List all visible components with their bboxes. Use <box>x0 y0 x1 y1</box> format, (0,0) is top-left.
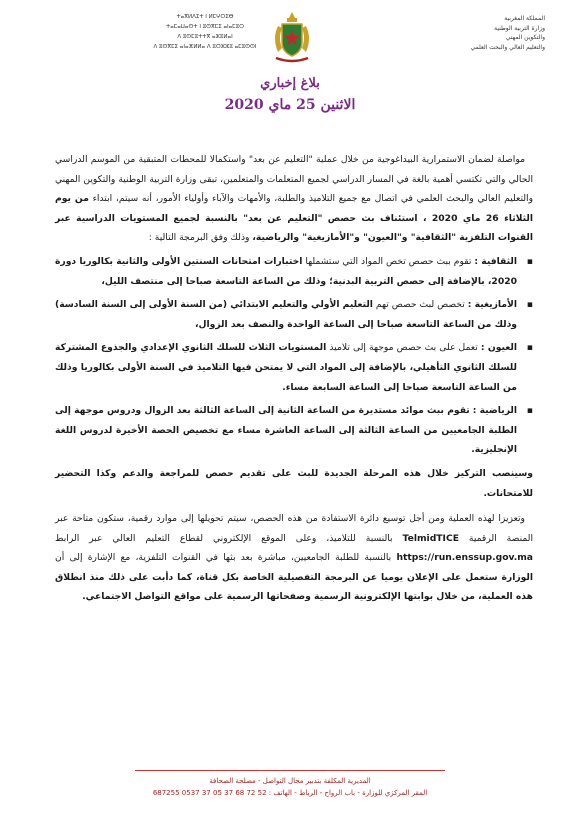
bullet-icon: ▪ <box>526 299 533 311</box>
intro-tail: وذلك وفق البرمجة التالية : <box>148 232 250 244</box>
channel-item-thaqafia <box>55 252 533 291</box>
letterhead-line: المملكة المغربية <box>504 15 545 22</box>
letterhead <box>0 0 580 70</box>
channel-detail: تقوم ببث موائد مستديرة من الساعة الثانية إلى الساعة الثالثة بعد الزوال ودروس موجهة إلى الطلبة الجامعيين من الساعة الثالثة إلى الساعة العاشرة مساء مع تخصيص الحصة الأخيرة لدروس اللغة الإنجليزية. <box>55 405 517 456</box>
intro-schedule-bold: من يوم الثلاثاء 26 ماي 2020 ، استئناف بث حصص "التعليم عن بعد" بالنسبة لجميع المستويات الدراسية عبر القنوات التلفزية "الثقافية" و"العيون" و"الأمازيغية" والرياضية، <box>55 193 533 244</box>
footer-address: المقر المركزي للوزارة - باب الرواح - الرباط - الهاتف : 52 72 68 37 05 37 0537 687255 <box>152 789 428 797</box>
resources-text-d: إلى أن <box>55 552 83 564</box>
letterhead-line: ⴷ ⵓⵙⴳⵎⵉ ⴰⵏⴰⴼⵍⵍⴰ ⴷ ⵓⵔⵣⵣⵓ ⴰⵎⵓⵙⵙⵏ <box>153 44 257 50</box>
letterhead-line: ⵜⴰⴳⵍⴷⵉⵜ ⵏ ⵍⵎⵖⵔⵉⴱ <box>176 14 234 20</box>
document-title: بلاغ إخباري <box>260 76 320 91</box>
document-date: الاثنين 25 ماي 2020 <box>224 97 356 113</box>
bullet-icon: ▪ <box>526 342 533 354</box>
channel-item-riyadia <box>55 401 533 460</box>
letterhead-line: والتعليم العالي والبحث العلمي <box>470 43 545 51</box>
resources-paragraph <box>55 509 533 607</box>
intro-text: مواصلة لضمان الاستمرارية البيداغوجية من خلال عملية "التعليم عن بعد" واستكمالا للمحطات المتبقية من الموسم الدراسي الحالي والتي تكتسي أهمية بالغة في المسار الدراسي لجميع المتعلمات والمتعلمين، تبقى وزارة التربية الوطنية والتكوين المهني والتعليم العالي والبحث العلمي في اتصال مع جميع التلاميذ والطلبة، والأمهات والآباء وأولياء الأمور، أنه سيتم، <box>55 154 534 205</box>
channel-text: تخصص لبث حصص تهم <box>375 299 465 311</box>
channel-item-laayoune <box>55 338 533 397</box>
bullet-icon: ▪ <box>526 255 533 267</box>
letterhead-line: وزارة التربية الوطنية <box>494 24 545 32</box>
letterhead-tifinagh <box>150 12 260 52</box>
footer-department: المديرية المكلفة بتدبير مجال التواصل - مصلحة الصحافة <box>209 777 371 785</box>
channel-label: العيون : <box>480 342 518 354</box>
resources-text-a: وتعزيزا لهذه العملية ومن أجل توسيع دائرة الاستفادة من هذه الحصص، سيتم تحويلها إلى موارد رقمية، ستكون متاحة عبر المنصة الرقمية <box>55 513 534 544</box>
enssup-link[interactable]: https://run.enssup.gov.ma <box>396 552 534 564</box>
channel-detail: التعليم الأولي والتعليم الابتدائي (من السنة الأولى إلى السنة السادسة) وذلك من الساعة التاسعة صباحا إلى الساعة الواحدة والنصف بعد الزوال، <box>55 299 517 330</box>
letterhead-line: ⵜⴰⵎⴰⵡⴰⵙⵜ ⵏ ⵓⵙⴳⵎⵉ ⴰⵏⴰⵎⵓⵔ <box>166 24 244 30</box>
announcement-bold: الوزارة ستعمل على الإعلان يوميا عن البرمجة التفصيلية الخاصة بكل قناة، كما دأبت على ذلك منذ انطلاق هذه العملية، من خلال بوابتها الإلكترونية الرسمية وصفحاتها الرسمية على مواقع التواصل الاجتماعي. <box>55 571 533 603</box>
channel-detail: اختبارات امتحانات السنتين الأولى والثانية بكالوريا دورة 2020، بالإضافة إلى حصص التربية البدنية؛ وذلك من الساعة التاسعة صباحا إلى منتصف الليل، <box>55 255 517 287</box>
footer-divider <box>135 770 445 771</box>
footer <box>0 770 580 799</box>
platform-name: TelmidTICE <box>402 532 459 544</box>
channel-label: الأمازيغية : <box>467 299 517 311</box>
intro-start: ابتداء <box>92 193 113 205</box>
channel-label: الرياضية : <box>472 405 518 417</box>
bullet-icon: ▪ <box>526 405 533 417</box>
intro-paragraph <box>55 150 533 248</box>
coat-of-arms-icon <box>268 8 316 66</box>
channel-item-amazighia <box>55 295 533 334</box>
letterhead-line: والتكوين المهني <box>505 34 545 41</box>
channel-text: تعمل على بث حصص موجهة إلى تلاميذ <box>329 342 478 354</box>
channel-text: تقوم ببث حصص تخص المواد التي ستشملها <box>305 255 472 267</box>
channel-detail: المستويات الثلاث للسلك الثانوي الإعدادي والجذوع المشتركة للسلك الثانوي التأهيلي، بالإضافة إلى المواد التي لا يمتحن فيها التلاميذ في السنة الأولى بكالوريا وذلك من الساعة التاسعة صباحا إلى الساعة السابعة مساء. <box>55 342 517 393</box>
resources-text-b: بالنسبة للتلاميذ، وعلى الموقع الإلكتروني لقطاع التعليم العالي عبر الرابط <box>55 532 393 544</box>
document-body <box>55 150 533 607</box>
letterhead-line: ⴷ ⵓⵙⵎⵓⵜⵜⴳ ⴰⵣⵓⵍⴰⵏ <box>177 34 233 40</box>
document-heading <box>0 76 580 113</box>
focus-paragraph: وسينصب التركيز خلال هذه المرحلة الجديدة للبث على تقديم حصص للمراجعة والدعم وكذا التحضير للامتحانات. <box>55 467 533 499</box>
letterhead-arabic <box>395 14 545 52</box>
channel-label: الثقافية : <box>474 255 518 267</box>
resources-text-c: بالنسبة للطلبة الجامعيين، مباشرة بعد بثها في القنوات التلفزية، مع الإشارة <box>87 552 392 564</box>
